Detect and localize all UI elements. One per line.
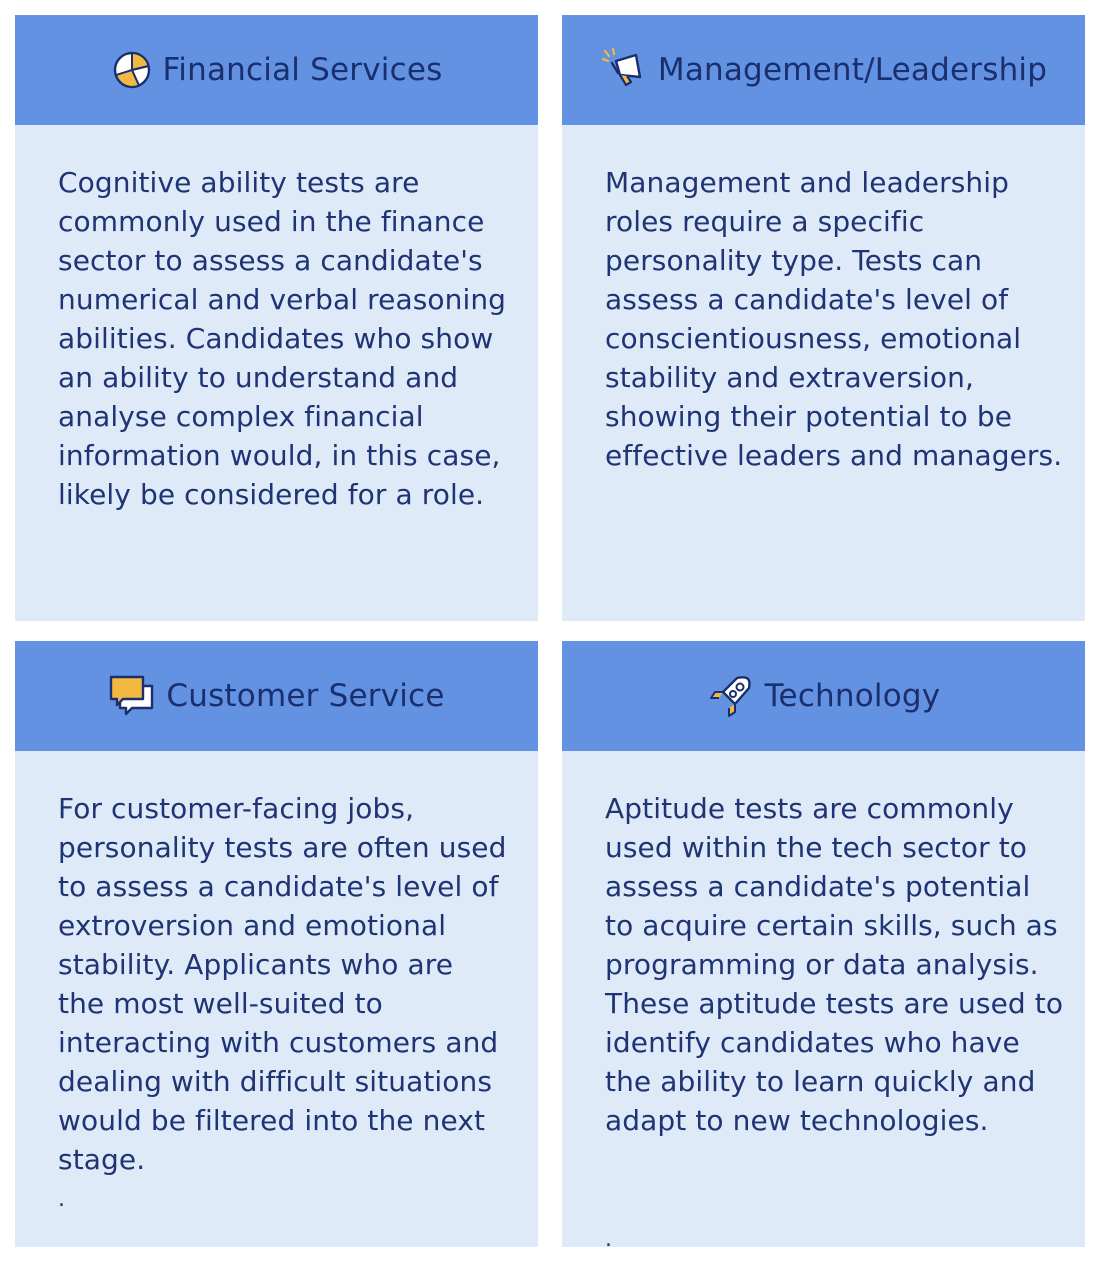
trailing-dot: . bbox=[58, 1187, 65, 1212]
card-header bbox=[15, 15, 538, 125]
card-title: Customer Service bbox=[166, 678, 445, 714]
card-title: Financial Services bbox=[162, 52, 443, 88]
card-technology bbox=[562, 641, 1085, 1252]
chat-bubbles-icon bbox=[108, 674, 156, 718]
card-title: Technology bbox=[764, 678, 941, 714]
card-financial-services bbox=[15, 15, 538, 621]
rocket-icon bbox=[707, 672, 755, 720]
card-header bbox=[562, 15, 1085, 125]
card-header bbox=[15, 641, 538, 751]
card-header bbox=[562, 641, 1085, 751]
pie-chart-icon bbox=[111, 49, 153, 91]
trailing-dot: . bbox=[605, 1227, 612, 1252]
card-text: Aptitude tests are commonly used within the tech sector to assess a candidate's potential to acquire certain skills, such as programming or data analysis. These aptitude tests are used to identify candidates who have the ability to learn quickly and adapt to new technologies. bbox=[605, 792, 1064, 1137]
card-management-leadership bbox=[562, 15, 1085, 621]
card-text: For customer-facing jobs, personality tests are often used to assess a candidate's level of extroversion and emotional stability. Applicants who are the most well-suited to interacting with customers and dealing with difficult situations would be filtered into the next stage. bbox=[58, 792, 507, 1176]
card-title: Management/Leadership bbox=[657, 52, 1048, 88]
card-text: Management and leadership roles require a specific personality type. Tests can assess a candidate's level of conscientiousness, emotional stability and extraversion, showing their potential to be effective leaders and managers. bbox=[605, 166, 1063, 472]
card-text: Cognitive ability tests are commonly used in the finance sector to assess a candidate's numerical and verbal reasoning abilities. Candidates who show an ability to understand and analyse complex financial information would, in this case, likely be considered for a role. bbox=[58, 166, 507, 511]
card-customer-service bbox=[15, 641, 538, 1247]
megaphone-icon bbox=[600, 47, 648, 93]
